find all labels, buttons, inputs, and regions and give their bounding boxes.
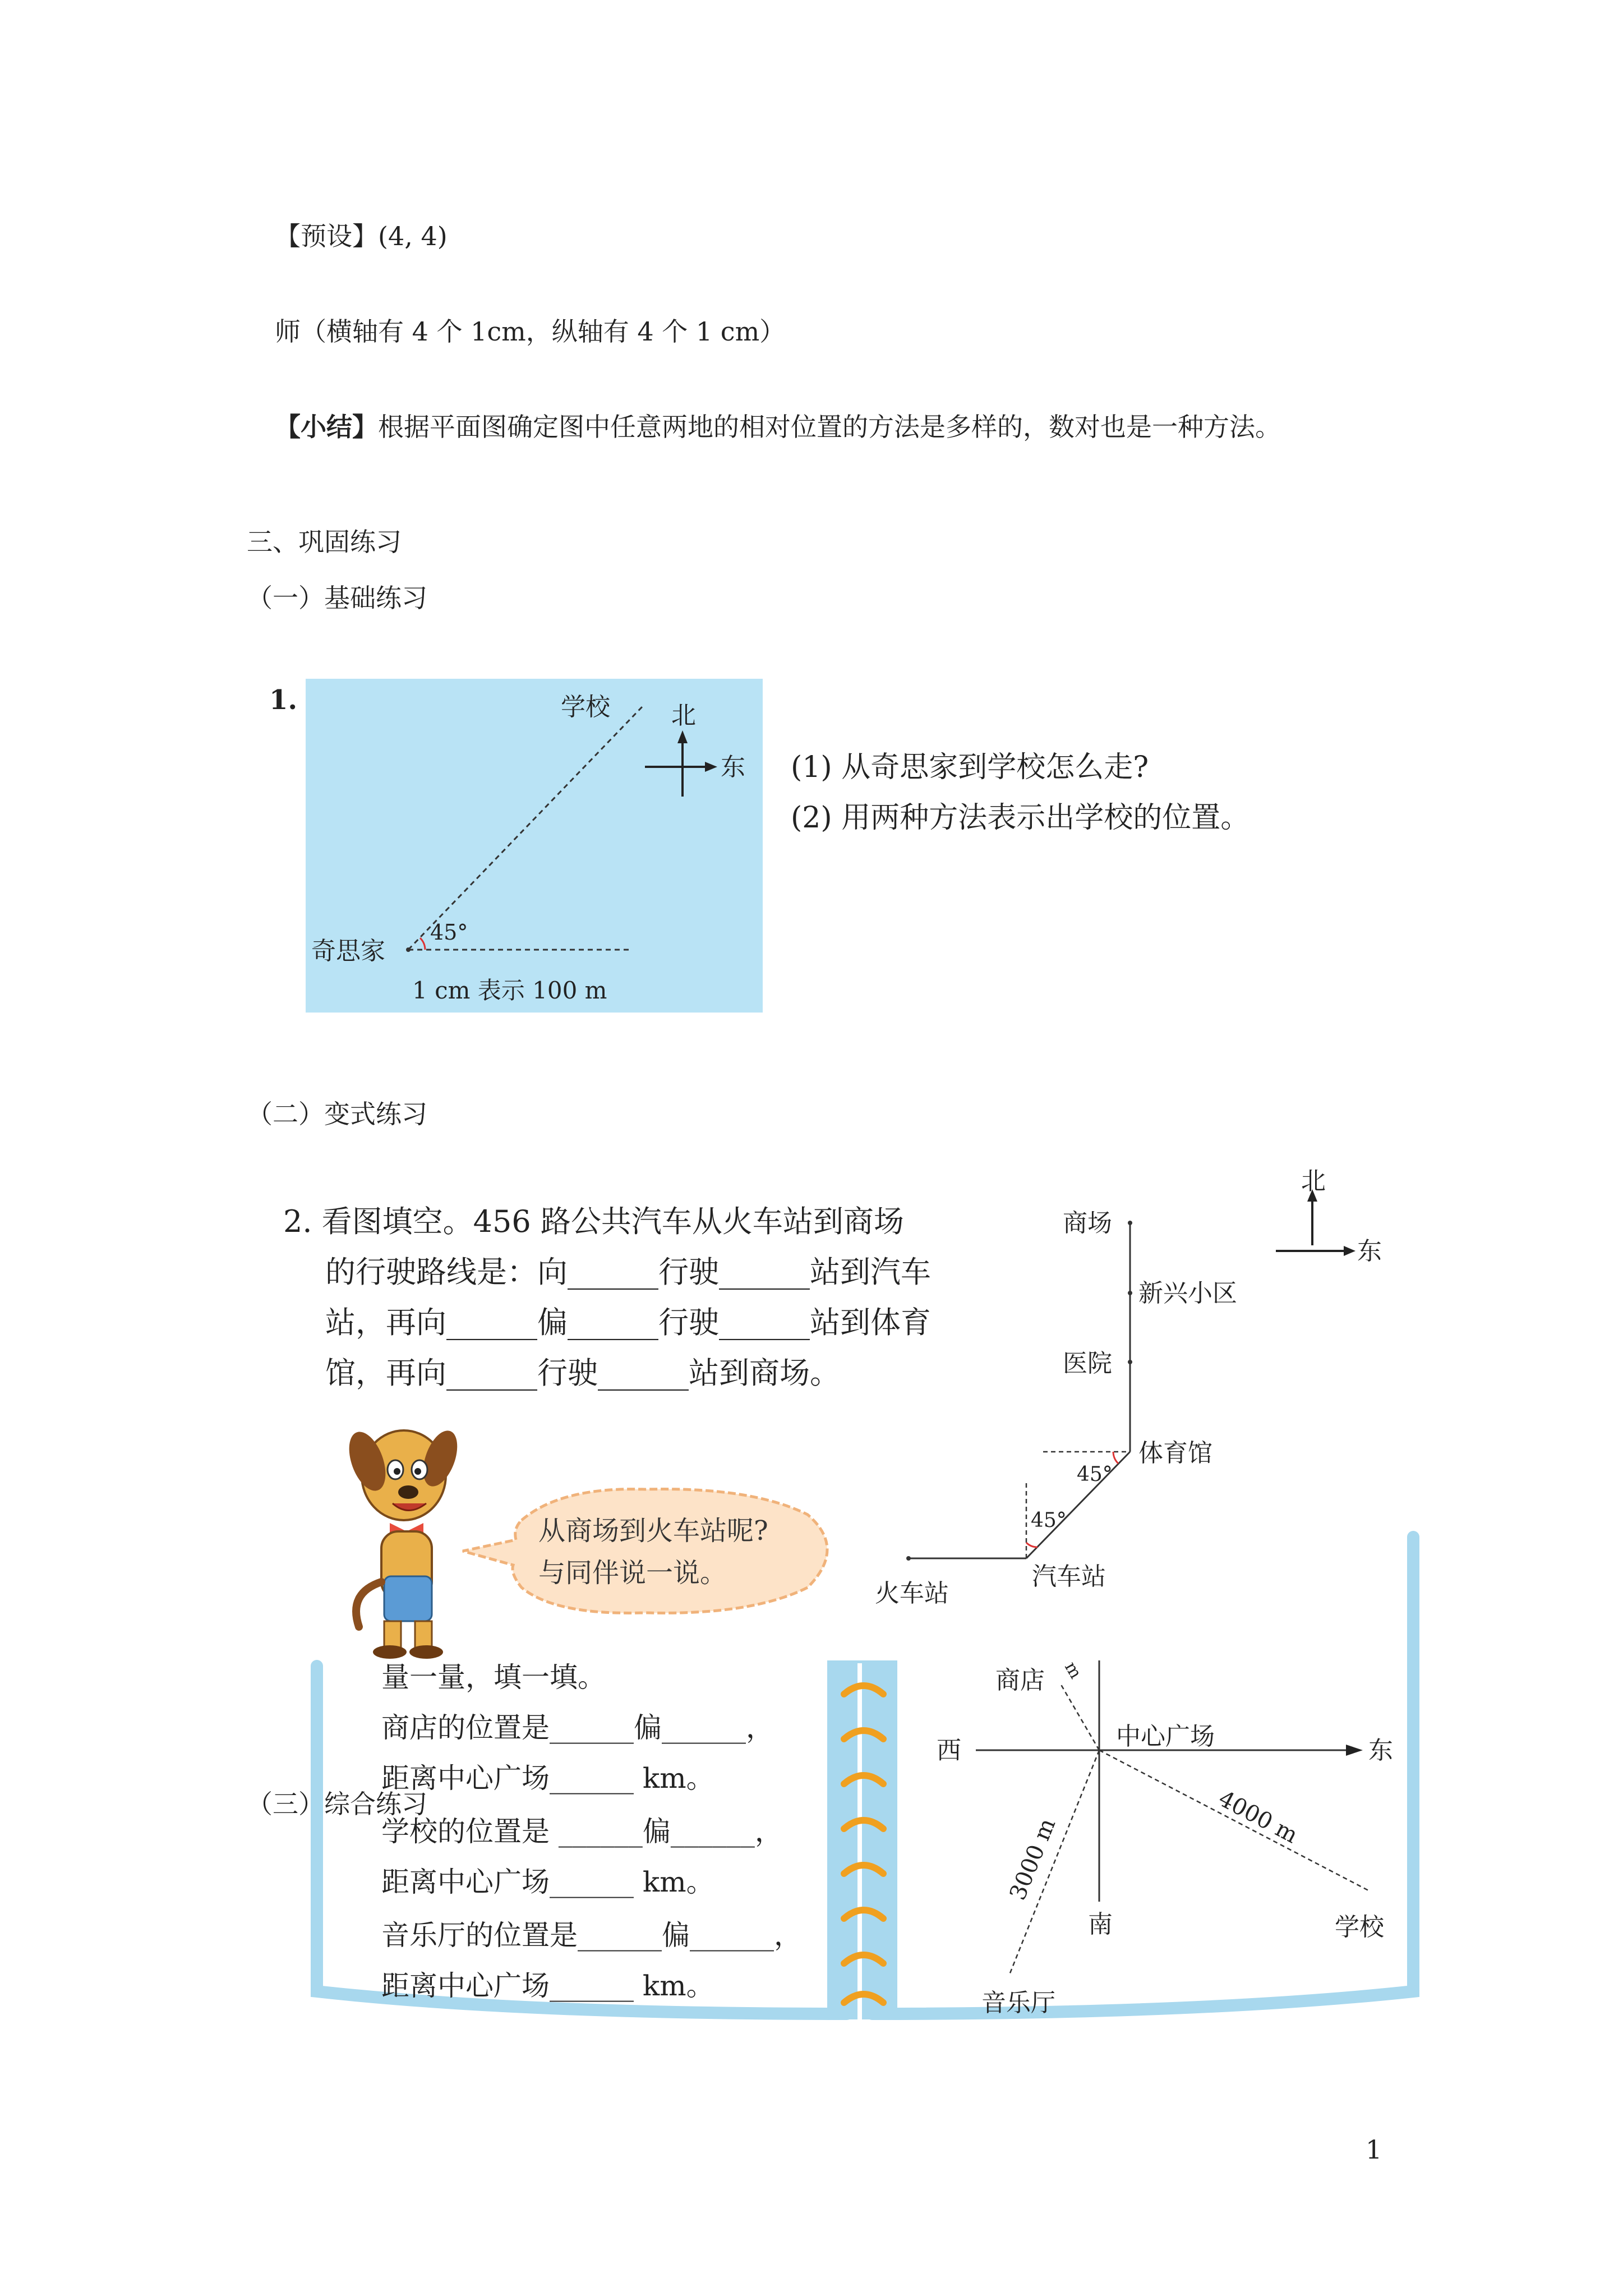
xinxing-dot: [1128, 1291, 1132, 1295]
east2-label: 东: [1357, 1237, 1382, 1266]
north-label: 北: [671, 701, 696, 730]
east-label: 东: [721, 753, 745, 781]
problem1-question1: (1) 从奇思家到学校怎么走?: [791, 751, 1149, 784]
line-to-shop: [1060, 1683, 1099, 1750]
home-label: 奇思家: [311, 937, 385, 965]
sub2-heading: （二）变式练习: [247, 1099, 427, 1129]
bubble-line1: 从商场到火车站呢?: [538, 1515, 768, 1547]
west-label: 西: [937, 1736, 961, 1765]
shop-label: 商店: [995, 1666, 1045, 1695]
teacher-line: 师（横轴有 4 个 1cm，纵轴有 4 个 1 cm）: [275, 316, 786, 347]
east-arrow3-icon: [1346, 1745, 1363, 1756]
notebook-spine: [827, 1660, 897, 2019]
mall-label: 商场: [1063, 1209, 1112, 1237]
sub1-heading: （一）基础练习: [247, 583, 427, 613]
train-station-label: 火车站: [875, 1579, 949, 1608]
shop-distance-line: 距离中心广场______ km。: [381, 1762, 714, 1795]
gym-angle-arc: [1113, 1452, 1118, 1464]
page-number: 1: [1366, 2134, 1382, 2165]
hall-distance-label: 3000 m: [1004, 1815, 1061, 1904]
angle-label: 45°: [430, 920, 468, 945]
hospital-label: 医院: [1063, 1349, 1112, 1378]
school-label: 学校: [561, 693, 610, 721]
preset-line: 【预设】(4, 4): [275, 221, 448, 251]
shop-position-line: 商店的位置是______偏______，: [381, 1711, 774, 1744]
problem2-line3: 站，再向______偏______行驶______站到体育: [325, 1305, 931, 1340]
problem2-line4: 馆，再向______行驶______站到商场。: [325, 1355, 840, 1391]
section3-heading: 三、巩固练习: [247, 527, 402, 557]
hospital-dot: [1128, 1360, 1132, 1364]
bus-angle-label: 45°: [1031, 1509, 1067, 1532]
gym-angle-label: 45°: [1077, 1463, 1113, 1486]
north2-label: 北: [1301, 1167, 1326, 1195]
summary-text: 根据平面图确定图中任意两地的相对位置的方法是多样的，数对也是一种方法。: [378, 412, 1281, 442]
problem2-line1: 2. 看图填空。456 路公共汽车从火车站到商场: [283, 1204, 904, 1239]
hall-distance-line: 距离中心广场______ km。: [381, 1970, 714, 2002]
problem1-map: [306, 679, 763, 1013]
mall-dot: [1128, 1221, 1132, 1225]
school-distance-line: 距离中心广场______ km。: [381, 1866, 714, 1898]
summary-line: [275, 407, 1281, 444]
center-label: 中心广场: [1116, 1722, 1215, 1751]
summary-tag: 【小结】: [275, 412, 378, 442]
bubble-line2: 与同伴说一说。: [538, 1557, 727, 1589]
school-distance-label: 4000 m: [1214, 1786, 1302, 1849]
xinxing-label: 新兴小区: [1138, 1279, 1237, 1308]
hall-position-line: 音乐厅的位置是______偏______，: [381, 1919, 802, 1952]
line-to-school: [1099, 1750, 1368, 1890]
cartoon-dog-illustration: [336, 1414, 471, 1660]
south-label: 南: [1088, 1910, 1113, 1939]
problem1-number: 1.: [269, 684, 298, 716]
sub3-heading: （三）综合练习: [247, 1789, 427, 1819]
gym-label: 体育馆: [1138, 1439, 1212, 1467]
hall-label: 音乐厅: [981, 1989, 1055, 2017]
scale-label: 1 cm 表示 100 m: [412, 977, 607, 1004]
east-arrow2-icon: [1344, 1246, 1355, 1256]
shop-distance-label: m: [1061, 1658, 1086, 1682]
problem3-map: [931, 1655, 1413, 2036]
problem3-intro: 量一量，填一填。: [381, 1661, 606, 1694]
school3-label: 学校: [1335, 1913, 1384, 1941]
home-dot: [406, 947, 411, 952]
bus-station-label: 汽车站: [1032, 1562, 1106, 1591]
school-position-line: 学校的位置是 ______偏______，: [381, 1815, 783, 1848]
problem2-line2: 的行驶路线是：向______行驶______站到汽车: [325, 1254, 931, 1290]
problem1-question2: (2) 用两种方法表示出学校的位置。: [791, 801, 1250, 835]
speech-bubble: [460, 1481, 852, 1621]
east3-label: 东: [1368, 1736, 1393, 1765]
